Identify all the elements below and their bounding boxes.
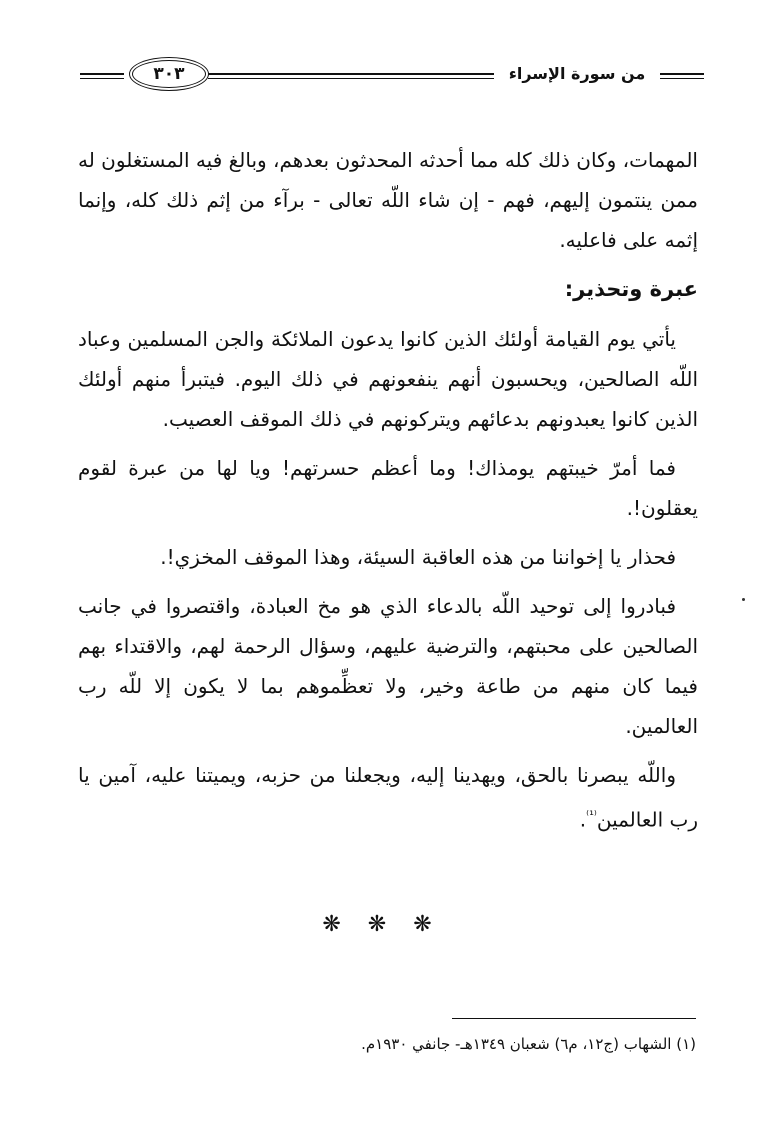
paragraph: فما أمرّ خيبتهم يومذاك! وما أعظم حسرتهم! ويا لها من عبرة لقوم يعقلون!. (78, 456, 698, 520)
paragraph: يأتي يوم القيامة أولئك الذين كانوا يدعون الملائكة والجن المسلمين وعباد اللّه الصالحين، ويحسبون أنهم ينفعونهم في ذلك اليوم. فيتبرأ منهم أولئك الذين كانوا يعبدونهم بدعائهم ويتركونهم في ذلك الموقف العصيب. (78, 327, 698, 431)
header-rule-left-bottom (80, 78, 124, 79)
section-separator: ❋ ❋ ❋ (322, 912, 442, 937)
section-heading: عبرة وتحذير: (564, 277, 698, 301)
scan-dot (742, 598, 745, 601)
paragraph: المهمات، وكان ذلك كله مما أحدثه المحدثون بعدهم، وبالغ فيه المستغلون له ممن ينتمون إليهم، فهم - إن شاء اللّه تعالى - برآء من إثم ذلك كله، وإنما إثمه على فاعليه. (78, 148, 698, 252)
closing-text: واللّه يبصرنا بالحق، ويهدينا إليه، ويجعلنا من حزبه، ويميتنا عليه، آمين يا رب العالمين (78, 763, 698, 832)
footnote: (١) الشهاب (ج١٢، م٦) شعبان ١٣٤٩هـ- جانفي ١٩٣٠م. (361, 1035, 696, 1053)
page-number: ٣٠٣ (132, 60, 206, 88)
header-rule-middle-top (208, 73, 494, 75)
header-rule-left-top (80, 73, 124, 75)
paragraph: فحذار يا إخواننا من هذه العاقبة السيئة، وهذا الموقف المخزي!. (160, 545, 676, 569)
closing-period: . (579, 807, 587, 832)
footnote-reference[interactable]: ⁽¹⁾ (586, 808, 597, 822)
page-body (78, 140, 698, 849)
header-rule-right-bottom (660, 78, 704, 79)
header-rule-middle-bottom (208, 78, 494, 79)
page-header (80, 58, 704, 92)
chapter-title: من سورة الإسراء (508, 64, 646, 83)
header-rule-right-top (660, 73, 704, 75)
paragraph: فبادروا إلى توحيد اللّه بالدعاء الذي هو مخ العبادة، واقتصروا في جانب الصالحين على محبتهم، والترضية عليهم، وسؤال الرحمة لهم، والاقتداء بهم فيما كان منهم من طاعة وخير، ولا تعظِّموهم بما لا يكون إلا للّه رب العالمين. (78, 594, 698, 738)
paragraph-closing (78, 755, 698, 840)
footnote-divider (452, 1018, 696, 1019)
